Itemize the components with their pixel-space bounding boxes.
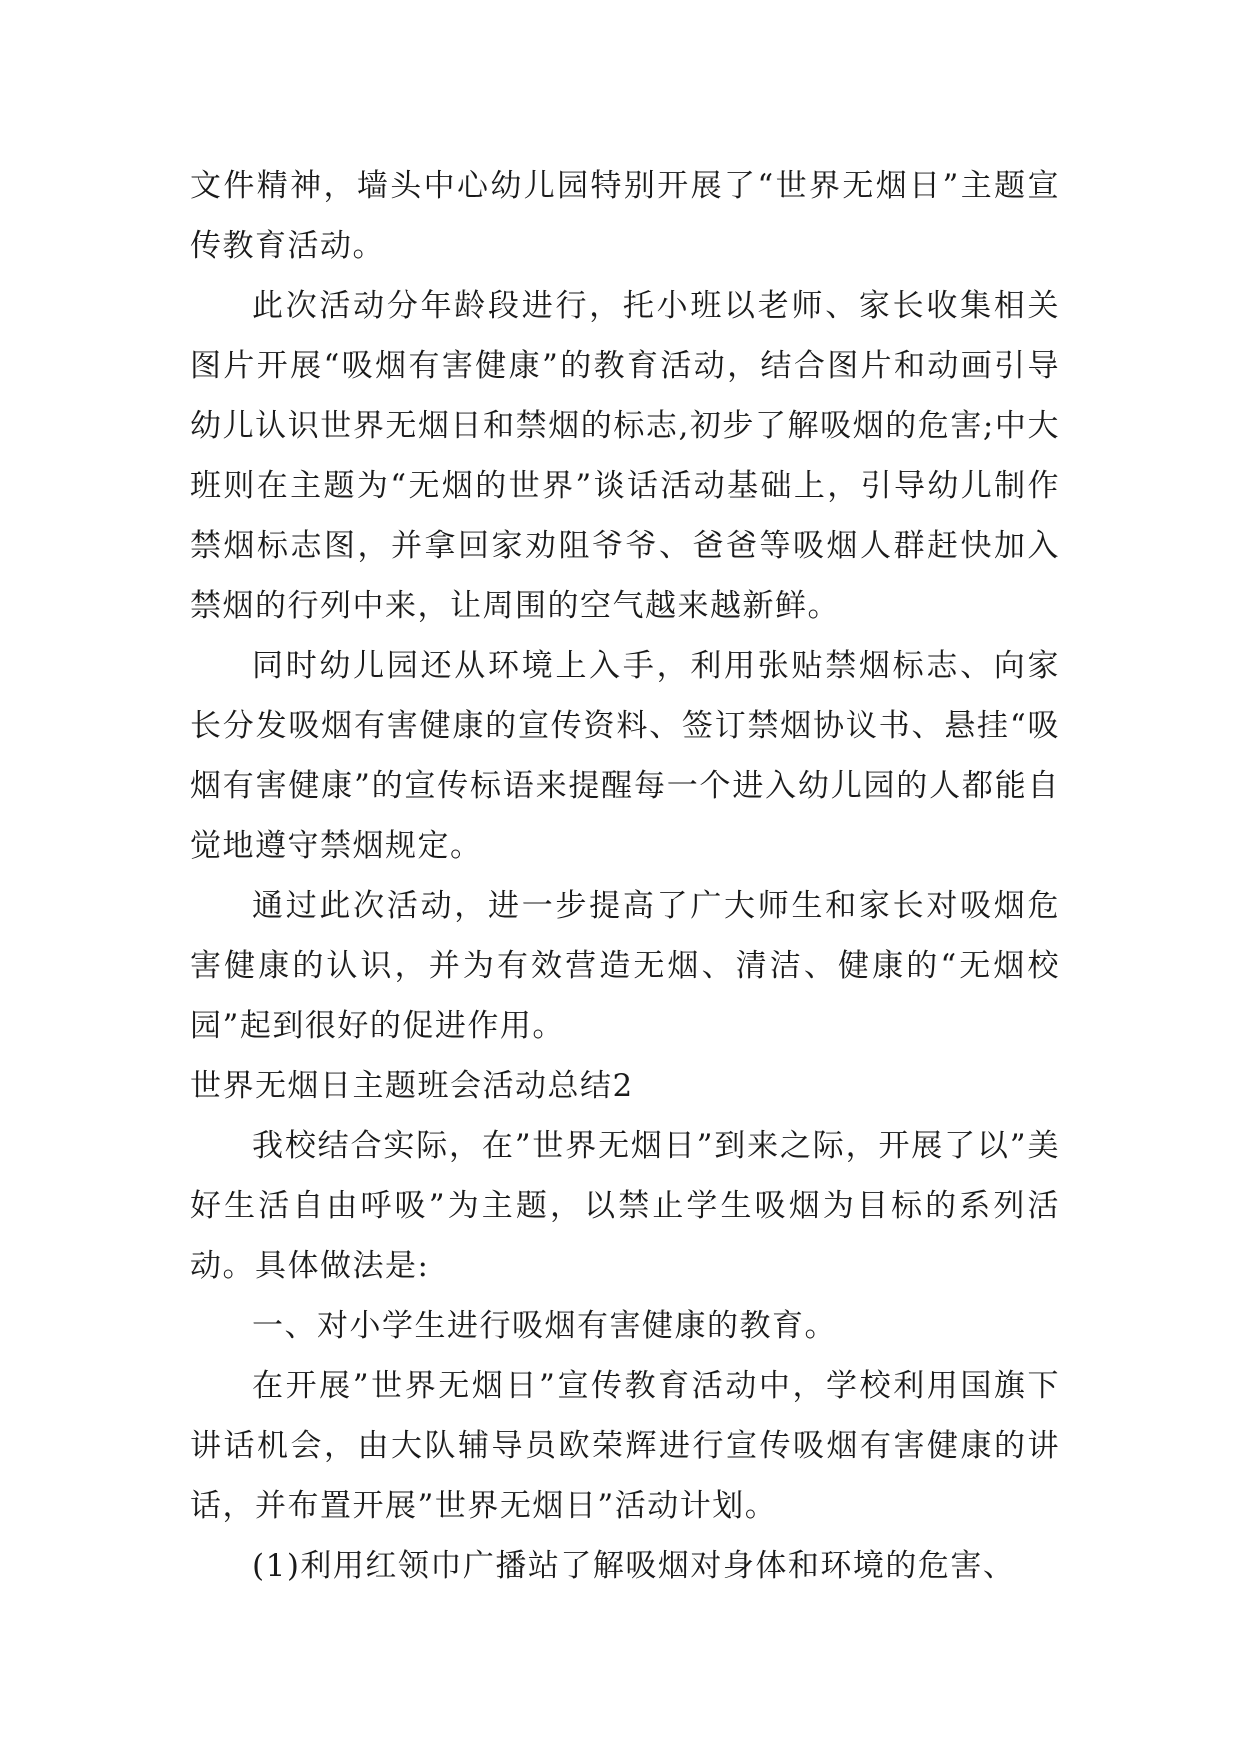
paragraph-5: 我校结合实际，在”世界无烟日”到来之际，开展了以”美好生活自由呼吸”为主题，以禁止学生吸烟为目标的系列活动。具体做法是: (190, 1128, 1060, 1284)
section-heading: 世界无烟日主题班会活动总结2 (190, 1068, 634, 1104)
paragraph-6: 一、对小学生进行吸烟有害健康的教育。 (252, 1308, 837, 1344)
paragraph-3: 同时幼儿园还从环境上入手，利用张贴禁烟标志、向家长分发吸烟有害健康的宣传资料、签订禁烟协议书、悬挂“吸烟有害健康”的宣传标语来提醒每一个进入幼儿园的人都能自觉地遵守禁烟规定。 (190, 648, 1060, 864)
document-body (190, 156, 1060, 1596)
paragraph-1: 文件精神，墙头中心幼儿园特别开展了“世界无烟日”主题宣传教育活动。 (190, 168, 1060, 264)
paragraph-7: 在开展”世界无烟日”宣传教育活动中，学校利用国旗下讲话机会，由大队辅导员欧荣辉进行宣传吸烟有害健康的讲话，并布置开展”世界无烟日”活动计划。 (190, 1368, 1060, 1524)
paragraph-8: (1)利用红领巾广播站了解吸烟对身体和环境的危害、 (252, 1548, 1016, 1584)
paragraph-2: 此次活动分年龄段进行，托小班以老师、家长收集相关图片开展“吸烟有害健康”的教育活动，结合图片和动画引导幼儿认识世界无烟日和禁烟的标志,初步了解吸烟的危害;中大班则在主题为“无烟的世界”谈话活动基础上，引导幼儿制作禁烟标志图，并拿回家劝阻爷爷、爸爸等吸烟人群赶快加入禁烟的行列中来，让周围的空气越来越新鲜。 (190, 288, 1060, 624)
paragraph-4: 通过此次活动，进一步提高了广大师生和家长对吸烟危害健康的认识，并为有效营造无烟、清洁、健康的“无烟校园”起到很好的促进作用。 (190, 888, 1060, 1044)
